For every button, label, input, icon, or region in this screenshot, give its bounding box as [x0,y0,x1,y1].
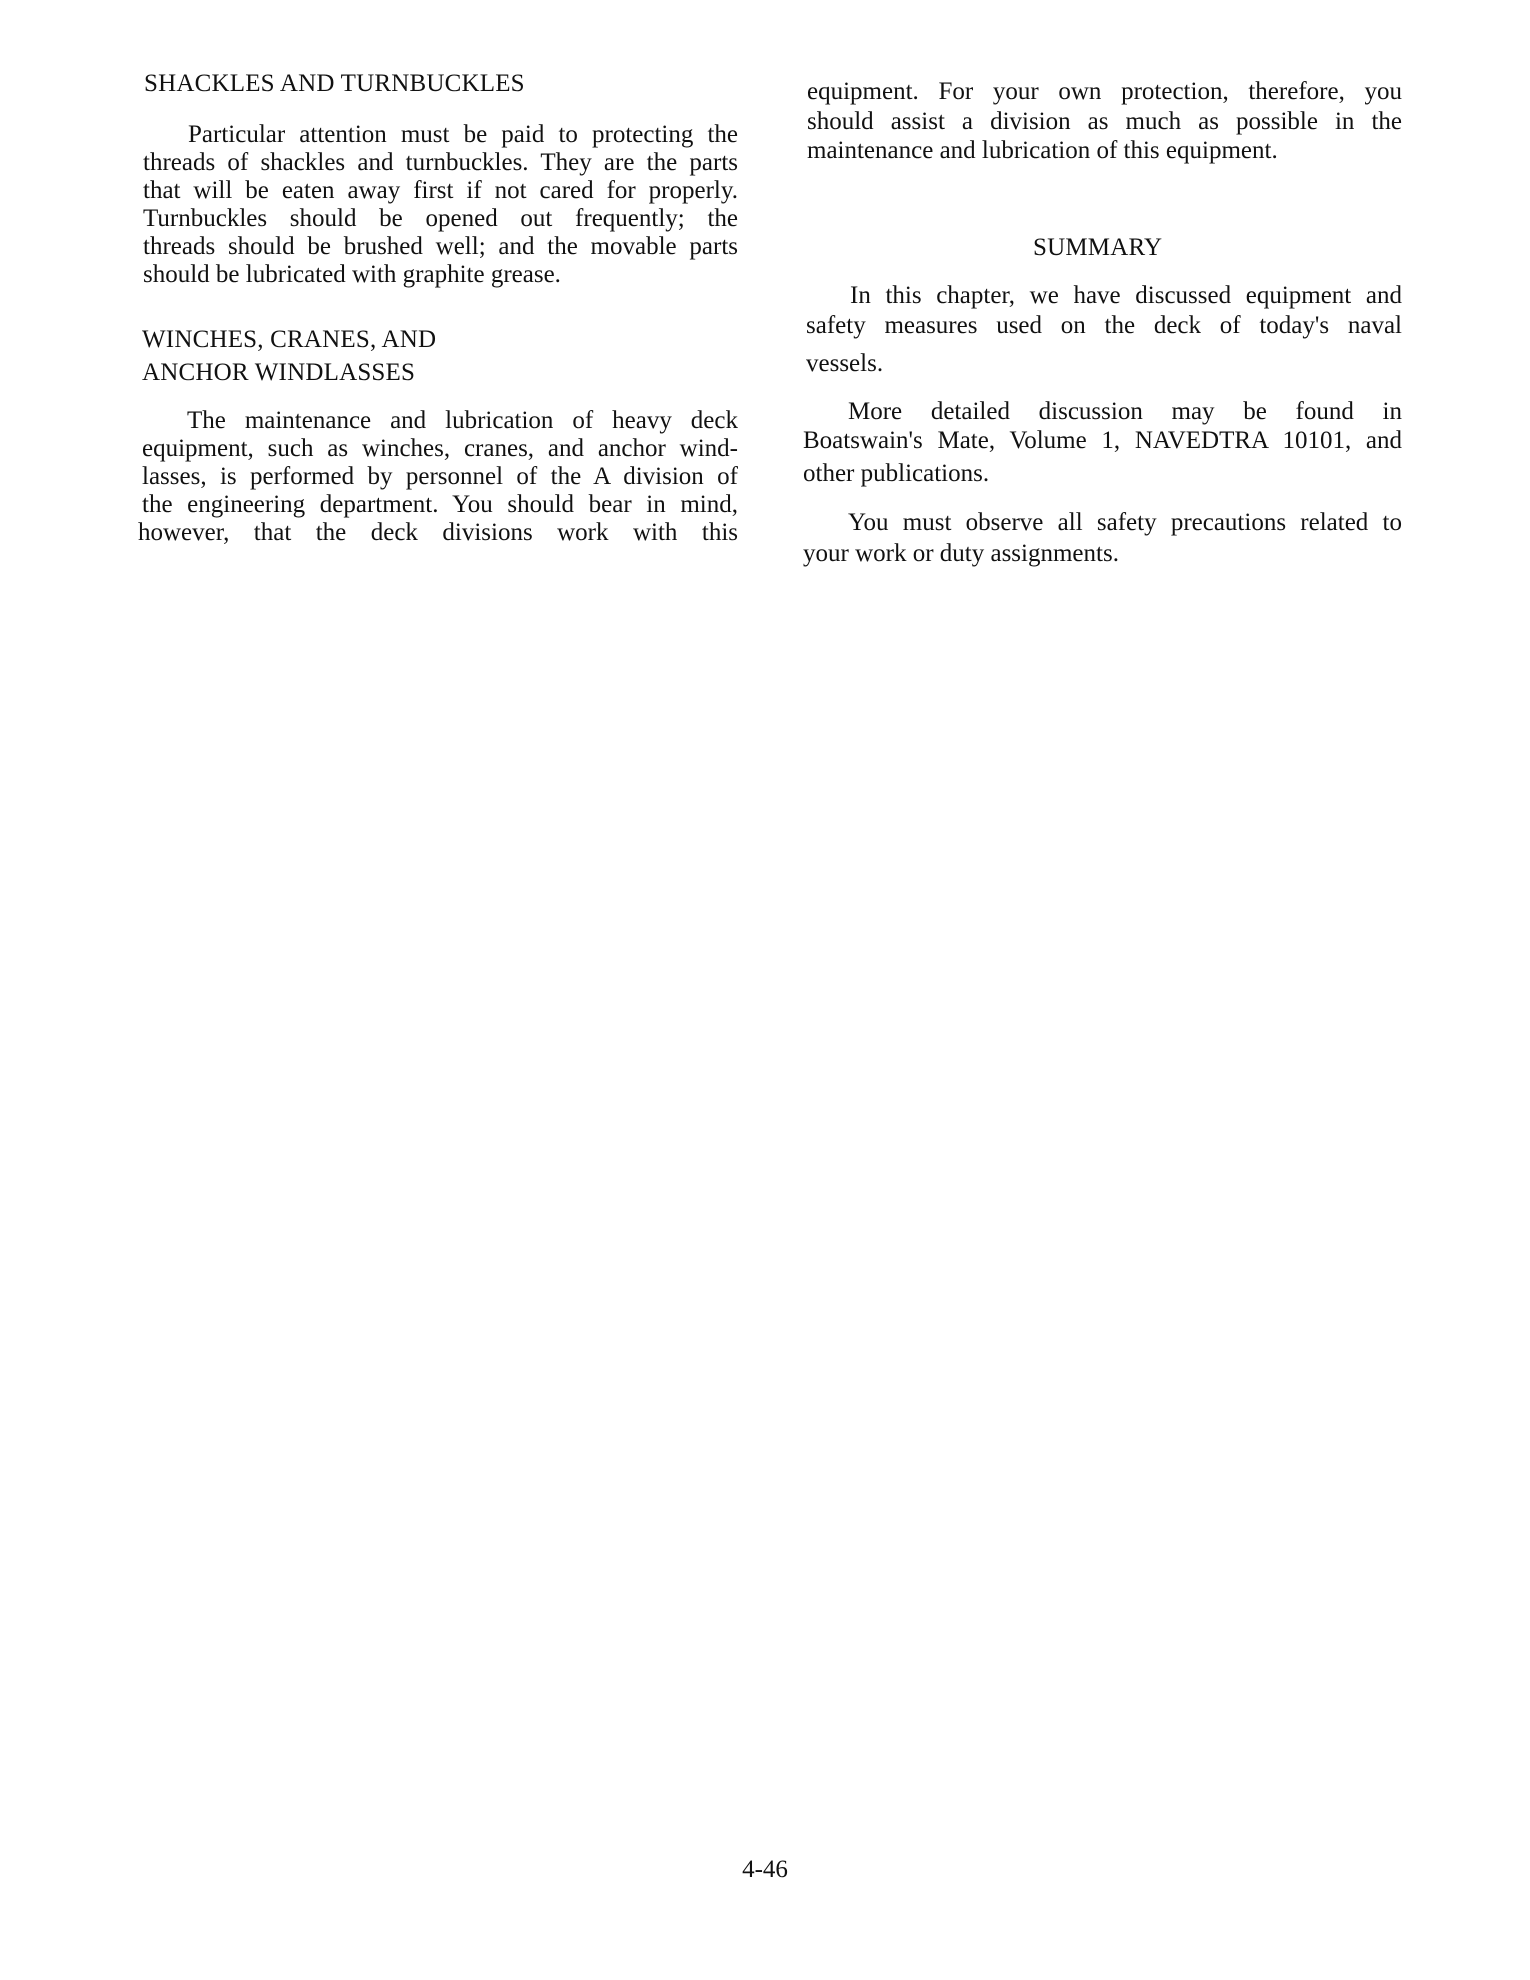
paragraph-line: threads should be brushed well; and the movable parts [143,233,738,260]
paragraph-line: The maintenance and lubrication of heavy deck [187,407,738,434]
page-number: 4-46 [742,1856,788,1883]
paragraph-line: Boatswain's Mate, Volume 1, NAVEDTRA 10101, and [803,427,1402,454]
paragraph-line: other publications. [803,460,990,487]
paragraph-line: You must observe all safety precautions related to [848,509,1402,536]
paragraph-line: the engineering department. You should bear in mind, [142,491,738,518]
paragraph-line: however, that the deck divisions work with this [138,519,738,546]
paragraph-line: Particular attention must be paid to protecting the [188,121,738,148]
paragraph-line: threads of shackles and turnbuckles. They are the parts [143,149,738,176]
paragraph-line: safety measures used on the deck of today's naval [806,312,1402,339]
paragraph-line: More detailed discussion may be found in [848,398,1402,425]
section-heading-winches: WINCHES, CRANES, AND [142,326,437,353]
paragraph-line: Turnbuckles should be opened out frequently; the [143,205,738,232]
paragraph-line: should assist a division as much as possible in the [807,108,1402,135]
paragraph-line: equipment, such as winches, cranes, and anchor wind- [142,435,738,462]
paragraph-line: should be lubricated with graphite grease. [143,261,561,288]
section-heading-winches-line2: ANCHOR WINDLASSES [142,359,416,386]
paragraph-line: In this chapter, we have discussed equipment and [850,282,1402,309]
section-heading-shackles: SHACKLES AND TURNBUCKLES [144,70,525,97]
paragraph-line: maintenance and lubrication of this equipment. [807,137,1278,164]
paragraph-line: your work or duty assignments. [803,540,1119,567]
paragraph-line: that will be eaten away first if not cared for properly. [143,177,738,204]
paragraph-line: equipment. For your own protection, therefore, you [807,78,1402,105]
summary-heading: SUMMARY [1033,234,1163,261]
paragraph-line: lasses, is performed by personnel of the A division of [142,463,738,490]
paragraph-line: vessels. [806,350,884,377]
